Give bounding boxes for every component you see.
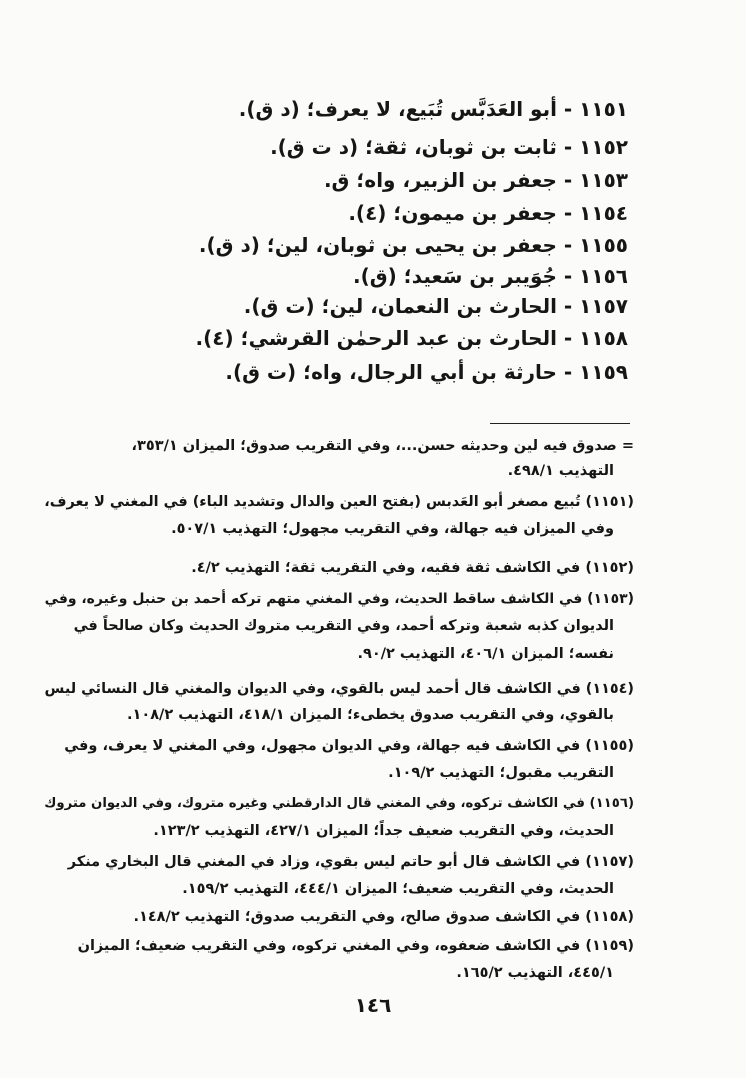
entry-1156: ١١٥٦ - جُوَيبر بن سَعيد؛ (ق). xyxy=(353,264,628,288)
footnote-line: ٤٤٥/١، التهذيب ١٦٥/٢. xyxy=(456,965,614,981)
footnote-line: نفسه؛ الميزان ٤٠٦/١، التهذيب ٩٠/٢. xyxy=(357,646,614,662)
entry-1151: ١١٥١ - أبو العَدَبَّس تُبَيع، لا يعرف؛ (د ق). xyxy=(238,97,628,121)
footnote-line: (١١٥٥) في الكاشف فيه جهالة، وفي الديوان مجهول، وفي المغني لا يعرف، وفي xyxy=(64,738,634,754)
entry-1157: ١١٥٧ - الحارث بن النعمان، لين؛ (ت ق). xyxy=(243,294,628,318)
footnote-line: (١١٥٦) في الكاشف تركوه، وفي المغني قال الدارقطني وغيره متروك، وفي الديوان متروك xyxy=(44,796,634,811)
footnote-line: (١١٥٨) في الكاشف صدوق صالح، وفي التقريب صدوق؛ التهذيب ١٤٨/٢. xyxy=(133,909,634,925)
footnote-line: التقريب مقبول؛ التهذيب ١٠٩/٢. xyxy=(388,765,614,781)
footnote-line: وفي الميزان فيه جهالة، وفي التقريب مجهول؛ التهذيب ٥٠٧/١. xyxy=(171,521,614,537)
entry-1155: ١١٥٥ - جعفر بن يحيى بن ثوبان، لين؛ (د ق). xyxy=(198,233,628,257)
entry-1153: ١١٥٣ - جعفر بن الزبير، واه؛ ق. xyxy=(323,168,628,192)
entry-1154: ١١٥٤ - جعفر بن ميمون؛ (٤). xyxy=(348,201,628,225)
footnote-line: بالقوي، وفي التقريب صدوق يخطىء؛ الميزان ٤١٨/١، التهذيب ١٠٨/٢. xyxy=(126,707,614,723)
entry-1152: ١١٥٢ - ثابت بن ثوبان، ثقة؛ (د ت ق). xyxy=(270,135,628,159)
footnote-line: الحديث، وفي التقريب ضعيف؛ الميزان ٤٤٤/١، التهذيب ١٥٩/٢. xyxy=(182,881,614,897)
footnote-line: = صدوق فيه لين وحديثه حسن...، وفي التقريب صدوق؛ الميزان ٣٥٣/١، xyxy=(131,438,634,454)
entry-1159: ١١٥٩ - حارثة بن أبي الرجال، واه؛ (ت ق). xyxy=(225,360,628,384)
footnote-line: الديوان كذبه شعبة وتركه أحمد، وفي التقريب متروك الحديث وكان صالحاً في xyxy=(73,618,614,634)
footnote-line: (١١٥٣) في الكاشف ساقط الحديث، وفي المغني متهم تركه أحمد بن حنبل وغيره، وفي xyxy=(44,591,634,607)
entry-1158: ١١٥٨ - الحارث بن عبد الرحمٰن القرشي؛ (٤). xyxy=(195,326,628,350)
footnote-line: التهذيب ٤٩٨/١. xyxy=(507,463,614,479)
footnote-separator xyxy=(490,423,630,424)
footnote-line: (١١٥٤) في الكاشف قال أحمد ليس بالقوي، وفي الديوان والمغني قال النسائي ليس xyxy=(44,681,634,697)
footnote-line: (١١٥٢) في الكاشف ثقة فقيه، وفي التقريب ثقة؛ التهذيب ٤/٢. xyxy=(191,560,634,576)
page-number: ١٤٦ xyxy=(354,993,392,1017)
footnote-line: (١١٥٩) في الكاشف ضعفوه، وفي المغني تركوه، وفي التقريب ضعيف؛ الميزان xyxy=(77,938,634,954)
footnote-line: (١١٥١) تُبيع مصغر أبو العَدبس (بفتح العين والدال وتشديد الباء) في المغني لا يعرف، xyxy=(44,494,634,510)
footnote-line: الحديث، وفي التقريب ضعيف جداً؛ الميزان ٤٢٧/١، التهذيب ١٢٣/٢. xyxy=(153,823,614,839)
footnote-line: (١١٥٧) في الكاشف قال أبو حاتم ليس بقوي، وزاد في المغني قال البخاري منكر xyxy=(67,854,634,870)
